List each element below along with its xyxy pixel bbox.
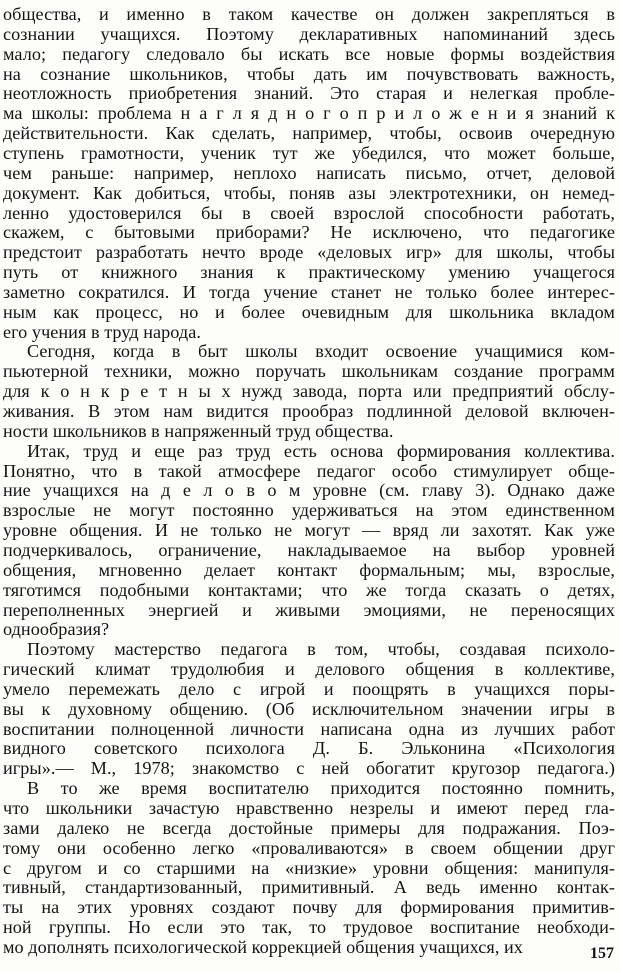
text-line: для к о н к р е т н ы х нужд завода, порта или предприятий обслу- — [3, 381, 615, 402]
text-line: на сознание школьников, чтобы дать им почувствовать важность, — [3, 63, 615, 84]
text-line: живания. В этом нам видится прообраз подлинной деловой включен- — [3, 401, 615, 421]
text-line: Поэтому мастерство педагога в том, чтобы, создавая психоло- — [27, 639, 615, 660]
text-line: предстоит разработать нечто вроде «деловых игр» для школы, чтобы — [3, 242, 615, 263]
text-line: ние учащихся на д е л о в о м уровне (см. главу 3). Однако даже — [3, 480, 615, 501]
text-line: взрослые не могут постоянно удерживаться на этом единственном — [3, 500, 615, 521]
text-line: переполненных энергией и живыми эмоциями, не переносящих — [3, 599, 615, 620]
text-line: мало; педагогу следовало бы искать все новые формы воздействия — [3, 43, 615, 64]
text-line: подчеркивалось, ограничение, накладываемое на выбор уровней — [3, 539, 615, 560]
text-line: ленно удостоверился бы в своей взрослой способности работать, — [3, 202, 615, 223]
text-line: уровне общения. И не только не могут — вряд ли захотят. Как уже — [3, 520, 615, 541]
text-line: общения, мгновенно делает контакт формальным; мы, взрослые, — [3, 559, 615, 580]
text-line: тому они особенно легко «проваливаются» в своем общении друг — [3, 837, 615, 858]
text-line: что школьники зачастую нравственно незрелы и имеют перед гла- — [3, 798, 615, 818]
text-line: В то же время воспитателю приходится постоянно помнить, — [27, 778, 615, 799]
text-line: ности школьников в напряженный труд общества. — [3, 420, 394, 441]
text-line: действительности. Как сделать, например, чтобы, освоив очередную — [3, 123, 615, 144]
text-line: скажем, с бытовыми приборами? Не исключено, что педагогике — [3, 222, 615, 243]
text-line: гический климат трудолюбия и делового общения в коллективе, — [3, 659, 615, 680]
text-line: зами далеко не всегда достойные примеры для подражания. Поэ- — [3, 817, 615, 838]
text-line: Сегодня, когда в быт школы входит освоение учащимися ком- — [27, 341, 615, 362]
text-line: видного советского психолога Д. Б. Эльконина «Психология — [3, 738, 615, 759]
text-line: с другом и со старшими на «низкие» уровни общения: манипуля- — [3, 857, 615, 878]
text-line: пьютерной техники, можно поручать школьникам создание программ — [3, 361, 615, 382]
text-line: тяготимся подобными контактами; что же тогда сказать о детях, — [3, 579, 615, 600]
text-line: неотложность приобретения знаний. Это старая и нелегкая пробле- — [3, 83, 615, 104]
text-line: его учения в труд народа. — [3, 321, 201, 342]
text-line: мо дополнять психологической коррекцией общения учащихся, их — [3, 936, 523, 957]
text-line: ты на этих уровнях создают почву для формирования примитив- — [3, 897, 615, 918]
text-line: ступень грамотности, ученик тут же убедился, что может больше, — [3, 142, 615, 163]
text-line: сознании учащихся. Поэтому декларативных напоминаний здесь — [3, 23, 615, 44]
text-line: Понятно, что в такой атмосфере педагог особо стимулирует обще- — [3, 460, 615, 481]
text-line: чем раньше: например, неплохо написать письмо, отчет, деловой — [3, 162, 615, 183]
text-line: игры».— М., 1978; знакомство с ней обогатит кругозор педагога.) — [3, 758, 615, 779]
text-line: ной группы. Но если это так, то трудовое воспитание необходи- — [3, 917, 615, 938]
text-line: тивный, стандартизованный, примитивный. А ведь именно контак- — [3, 877, 615, 898]
text-line: заметно сократился. И тогда учение станет не только более интерес- — [3, 281, 615, 302]
text-line: воспитании полноценной личности написана одна из лучших работ — [3, 718, 615, 739]
text-line: общества, и именно в таком качестве он должен закрепляться в — [3, 4, 615, 24]
text-line: ма школы: проблема н а г л я д н о г о п р и л о ж е н и я знаний к — [3, 103, 615, 124]
text-line: умело перемежать дело с игрой и поощрять в учащихся поры- — [3, 678, 615, 699]
text-line: однообразия? — [3, 619, 110, 640]
page-number: 157 — [590, 945, 614, 962]
text-line: ным как процесс, но и более очевидным для школьника вкладом — [3, 301, 615, 322]
text-line: путь от книжного знания к практическому умению учащегося — [3, 262, 615, 283]
text-line: документ. Как добиться, чтобы, поняв азы электротехники, он немед- — [3, 182, 615, 203]
text-line: Итак, труд и еще раз труд есть основа формирования коллектива. — [27, 440, 615, 461]
text-line: вы к духовному общению. (Об исключительном значении игры в — [3, 698, 615, 719]
